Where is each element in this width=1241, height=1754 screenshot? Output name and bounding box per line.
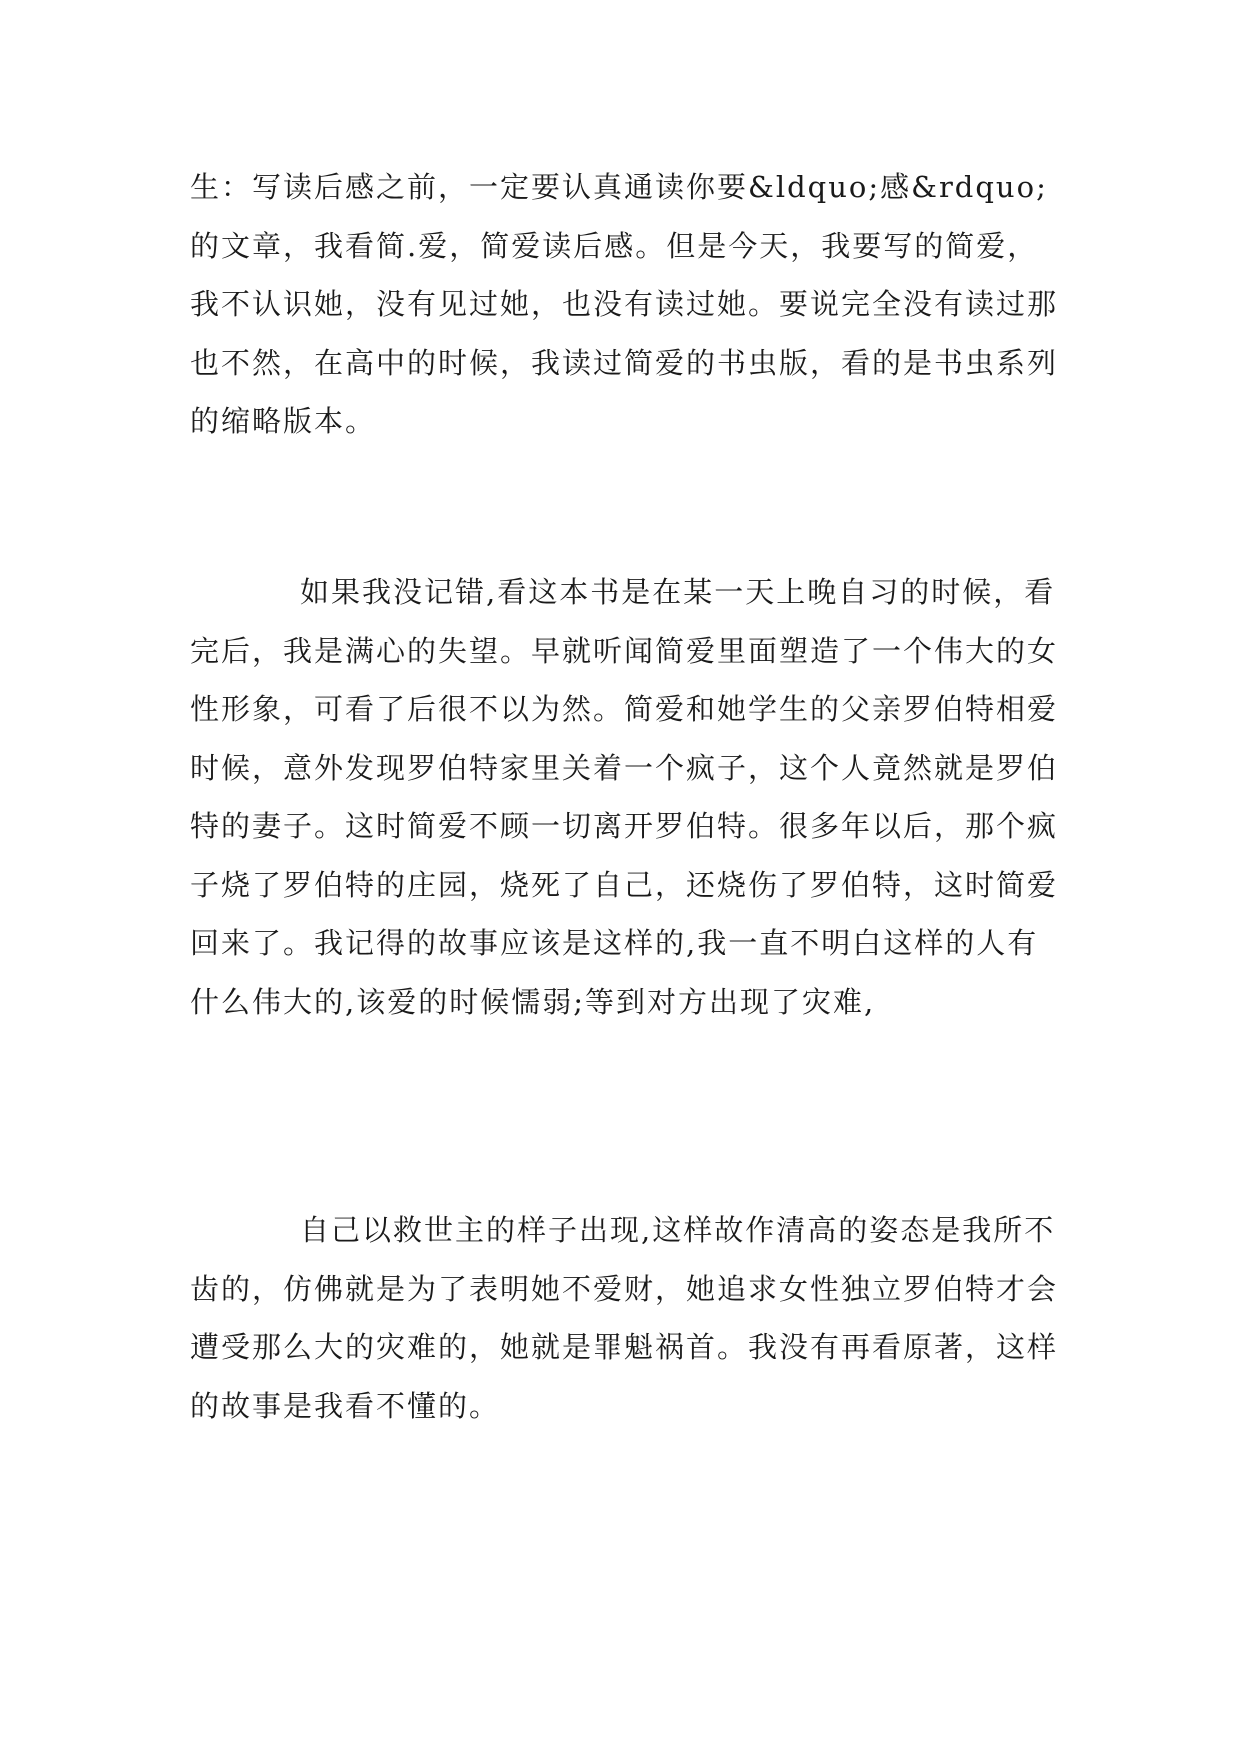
paragraph-3: 自己以救世主的样子出现,这样故作清高的姿态是我所不齿的，仿佛就是为了表明她不爱财，她追求女性独立罗伯特才会遭受那么大的灾难的，她就是罪魁祸首。我没有再看原著，这样的故事是我看不懂的。	[190, 1213, 1059, 1423]
paragraph-2: 如果我没记错,看这本书是在某一天上晚自习的时候，看完后，我是满心的失望。早就听闻简爱里面塑造了一个伟大的女性形象，可看了后很不以为然。简爱和她学生的父亲罗伯特相爱时候，意外发现罗伯特家里关着一个疯子，这个人竟然就是罗伯特的妻子。这时简爱不顾一切离开罗伯特。很多年以后，那个疯子烧了罗伯特的庄园，烧死了自己，还烧伤了罗伯特，这时简爱回来了。我记得的故事应该是这样的,我一直不明白这样的人有什么伟大的,该爱的时候懦弱;等到对方出现了灾难,	[190, 575, 1059, 1019]
paragraph-1: 生：写读后感之前，一定要认真通读你要&ldquo;感&rdquo;的文章，我看简.爱，简爱读后感。但是今天，我要写的简爱，我不认识她，没有见过她，也没有读过她。要说完全没有读过那也不然，在高中的时候，我读过简爱的书虫版，看的是书虫系列的缩略版本。	[190, 170, 1059, 438]
